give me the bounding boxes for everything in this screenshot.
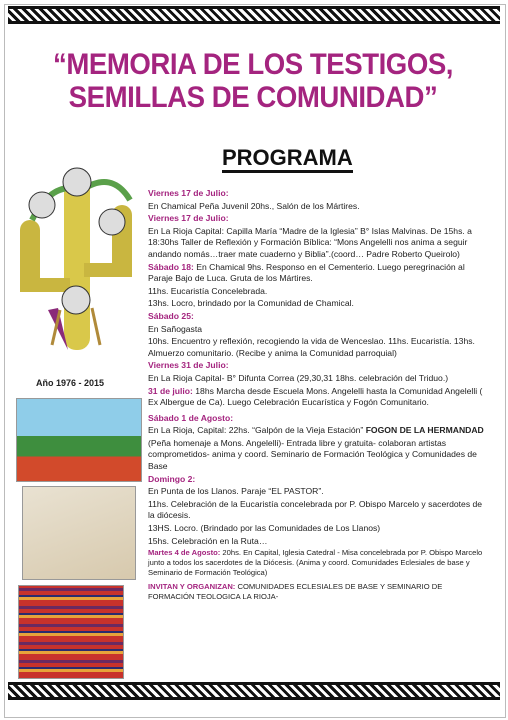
top-border-band [8,6,500,24]
years-caption: Año 1976 - 2015 [36,378,105,388]
entry-text: 15hs. Celebración en la Ruta… [148,535,268,546]
entry-heading: Domingo 2: [148,473,196,484]
entry-text: 11hs. Eucaristía Concelebrada. [148,285,268,296]
entry-heading: Sábado 25: [148,310,194,321]
community-painting [16,398,142,482]
entry-text: En Chamical Peña Juvenil 20hs., Salón de los Mártires. [148,200,360,211]
entry-text: En Sañogasta [148,323,202,334]
organizers-heading: INVITAN Y ORGANIZAN: [148,582,236,592]
entry-text: 20hs. En Capital, Iglesia Catedral - Misa concelebrada por P. Obispo Marcelo junto a todos los sacerdotes de la Diócesis. (Anima y coord. Comunidades Eclesiales de base y Seminario de Formación Teológica) [148,548,483,578]
organizers-text: COMUNIDADES ECLESIALES DE BASE Y SEMINARIO DE FORMACIÓN TEOLOGICA LA RIOJA- [148,582,443,602]
cactus-martyrs-illustration [12,160,140,360]
entry-text: En La Rioja Capital: Capilla María “Madre de la Iglesia” B° Islas Malvinas. De 15hs. a 18:30hs Taller de Reflexión y Formación Bíblica: “Mons Angelelli nos anima a seguir andando nomás…traer mate cuaderno y Biblia”.(coord… Padre Roberto Queirolo) [148,225,472,259]
entry-text: En Punta de los Llanos. Paraje “EL PASTOR”. [148,486,324,497]
event-name: FOGON DE LA HERMANDAD [365,425,484,436]
bottom-border-band [8,682,500,700]
entry-text: 13hs. Locro, brindado por la Comunidad de Chamical. [148,298,354,309]
entry-text: 13HS. Locro. (Brindado por las Comunidades de Los Llanos) [148,523,381,534]
entry-text: En Chamical 9hs. Responso en el Cementerio. Luego peregrinación al Paraje Bajo de Luca. Gruta de los Mártires. [148,261,465,284]
program-schedule [148,188,488,603]
entry-text: 10hs. Encuentro y reflexión, recogiendo la vida de Wenceslao. 11hs. Eucaristía. 13hs. Almuerzo comunitario. (Recibe y anima la Comunidad parroquial) [148,336,475,358]
entry-text: (Peña homenaje a Mons. Angelelli)- Entrada libre y gratuita- colaboran artistas comprometidos- anima y coord. Seminario de Formación Teológica y Comunidades de Base [148,437,477,472]
entry-text: 18hs Marcha desde Escuela Mons. Angelelli hasta la Comunidad Angelelli ( Ex Albergue de Ca). Luego Celebración Eucarística y Fogón Comunitario. [148,385,483,408]
entry-heading: 31 de julio: [148,385,193,396]
woven-textile-photo [18,585,124,679]
entry-text: 11hs. Celebración de la Eucaristía concelebrada por P. Obispo Marcelo y sacerdotes de la diócesis. [148,498,483,521]
entry-heading: Viernes 17 de Julio: [148,213,229,224]
poster-title [37,48,469,114]
entry-heading: Sábado 1 de Agosto: [148,412,234,423]
entry-text: En La Rioja, Capital: 22hs. “Galpón de la Vieja Estación” [148,425,366,436]
entry-heading: Sábado 18: [148,261,194,272]
entry-text: En La Rioja Capital- B° Difunta Correa (29,30,31 18hs. celebración del Triduo.) [148,372,449,383]
programa-heading: PROGRAMA [222,146,353,173]
entry-heading: Viernes 17 de Julio: [148,188,229,198]
title-line-2: SEMILLAS DE COMUNIDAD” [68,81,438,114]
title-line-1: “MEMORIA DE LOS TESTIGOS, [53,48,453,81]
clay-pot-photo [22,486,136,580]
entry-heading: Viernes 31 de Julio: [148,360,229,371]
entry-heading: Martes 4 de Agosto: [148,548,221,558]
